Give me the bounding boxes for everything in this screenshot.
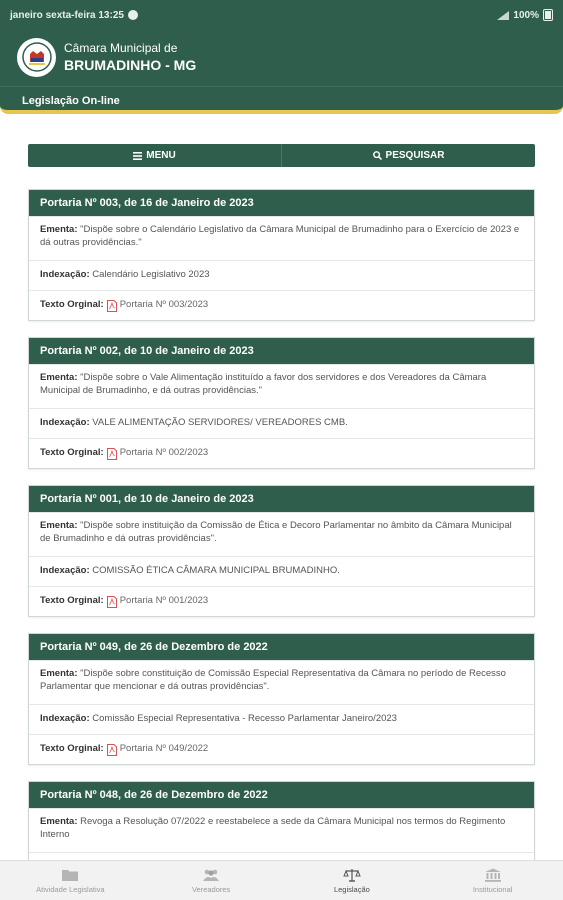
indexacao-row (29, 556, 534, 586)
brand-subtitle: Câmara Municipal de (64, 40, 178, 55)
ementa-label: Ementa: (40, 816, 78, 827)
coat-of-arms-logo (17, 38, 56, 77)
indexacao-label: Indexação: (40, 269, 90, 281)
nav-label: Legislação (333, 884, 370, 894)
battery-icon (543, 9, 553, 21)
people-icon (202, 868, 220, 882)
institution-icon (484, 868, 502, 882)
ementa-text: "Dispõe sobre instituição da Comissão de Ética e Decoro Parlamentar no âmbito da Câmara Municipal de Brumadinho e dá outras providências". (40, 520, 512, 544)
card-title[interactable]: Portaria Nº 048, de 26 de Dezembro de 2022 (29, 782, 534, 808)
ementa-text: "Dispõe sobre o Calendário Legislativo da Câmara Municipal de Brumadinho para o Exercício de 2023 e dá outras providências." (40, 224, 520, 248)
legislation-card (28, 189, 535, 321)
legislation-list (28, 189, 535, 899)
ementa-text: Revoga a Resolução 07/2022 e reestabelece a sede da Câmara Municipal nos termos do Regimento Interno (40, 816, 506, 840)
texto-original-label: Texto Orginal: (40, 595, 104, 607)
pdf-link[interactable]: Portaria Nº 003/2023 (119, 299, 209, 311)
indexacao-text: Calendário Legislativo 2023 (92, 269, 210, 281)
legislation-card (28, 633, 535, 765)
texto-original-label: Texto Orginal: (40, 447, 104, 459)
pdf-icon (107, 596, 117, 608)
notification-icon (128, 10, 138, 20)
indexacao-text: COMISSÃO ÉTICA CÂMARA MUNICIPAL BRUMADINHO. (92, 565, 340, 577)
texto-original-label: Texto Orginal: (40, 299, 104, 311)
ementa-row (29, 660, 534, 704)
battery-level: 100% (513, 9, 539, 21)
folder-icon (61, 868, 79, 882)
ementa-label: Ementa: (40, 224, 78, 235)
ementa-text: "Dispõe sobre constituição de Comissão Especial Representativa da Câmara no período de Recesso Parlamentar que mencionar e dá outras providências". (40, 668, 506, 692)
menu-button-label: MENU (146, 150, 176, 161)
texto-original-row (29, 290, 534, 320)
legislation-card (28, 337, 535, 469)
nav-vereadores[interactable] (141, 861, 282, 900)
status-time: janeiro sexta-feira 13:25 (10, 9, 124, 21)
texto-original-row (29, 734, 534, 764)
ementa-row (29, 512, 534, 556)
signal-icon (497, 11, 509, 20)
section-title: Legislação On-line (0, 86, 563, 114)
ementa-row (29, 216, 534, 260)
pdf-link[interactable]: Portaria Nº 001/2023 (119, 595, 209, 607)
card-title[interactable]: Portaria Nº 001, de 10 de Janeiro de 2023 (29, 486, 534, 512)
indexacao-label: Indexação: (40, 417, 90, 429)
pdf-icon (107, 744, 117, 756)
indexacao-label: Indexação: (40, 713, 90, 725)
indexacao-row (29, 704, 534, 734)
indexacao-text: Comissão Especial Representativa - Recesso Parlamentar Janeiro/2023 (92, 713, 397, 725)
toolbar (28, 144, 535, 167)
pdf-icon (107, 448, 117, 460)
nav-legislacao[interactable] (282, 861, 423, 900)
brand (0, 32, 563, 82)
ementa-row (29, 808, 534, 852)
texto-original-row (29, 586, 534, 616)
pdf-link[interactable]: Portaria Nº 002/2023 (119, 447, 209, 459)
status-bar (0, 0, 563, 30)
indexacao-text: VALE ALIMENTAÇÃO SERVIDORES/ VEREADORES CMB. (92, 417, 348, 429)
card-title[interactable]: Portaria Nº 003, de 16 de Janeiro de 2023 (29, 190, 534, 216)
brand-title: BRUMADINHO - MG (64, 56, 197, 73)
nav-label: Institucional (472, 884, 513, 894)
bottom-navigation (0, 860, 563, 900)
ementa-label: Ementa: (40, 372, 78, 383)
ementa-row (29, 364, 534, 408)
ementa-label: Ementa: (40, 668, 78, 679)
card-title[interactable]: Portaria Nº 049, de 26 de Dezembro de 2022 (29, 634, 534, 660)
nav-atividade-legislativa[interactable] (0, 861, 141, 900)
search-button[interactable] (281, 144, 535, 167)
search-button-label: PESQUISAR (385, 150, 445, 161)
texto-original-row (29, 438, 534, 468)
nav-label: Vereadores (191, 884, 231, 894)
app-header (0, 0, 563, 114)
indexacao-label: Indexação: (40, 565, 90, 577)
pdf-icon (107, 300, 117, 312)
hamburger-icon (133, 152, 142, 160)
texto-original-label: Texto Orginal: (40, 743, 104, 755)
menu-button[interactable] (28, 144, 281, 167)
card-title[interactable]: Portaria Nº 002, de 10 de Janeiro de 2023 (29, 338, 534, 364)
indexacao-row (29, 260, 534, 290)
indexacao-row (29, 408, 534, 438)
nav-label: Atividade Legislativa (36, 884, 105, 894)
nav-institucional[interactable] (422, 861, 563, 900)
scales-icon (343, 868, 361, 882)
ementa-text: "Dispõe sobre o Vale Alimentação instituído a favor dos servidores e dos Vereadores da Câmara Municipal de Brumadinho, e dá outras providências." (40, 372, 487, 396)
legislation-card (28, 485, 535, 617)
pdf-link[interactable]: Portaria Nº 049/2022 (119, 743, 209, 755)
search-icon (373, 151, 382, 160)
ementa-label: Ementa: (40, 520, 78, 531)
